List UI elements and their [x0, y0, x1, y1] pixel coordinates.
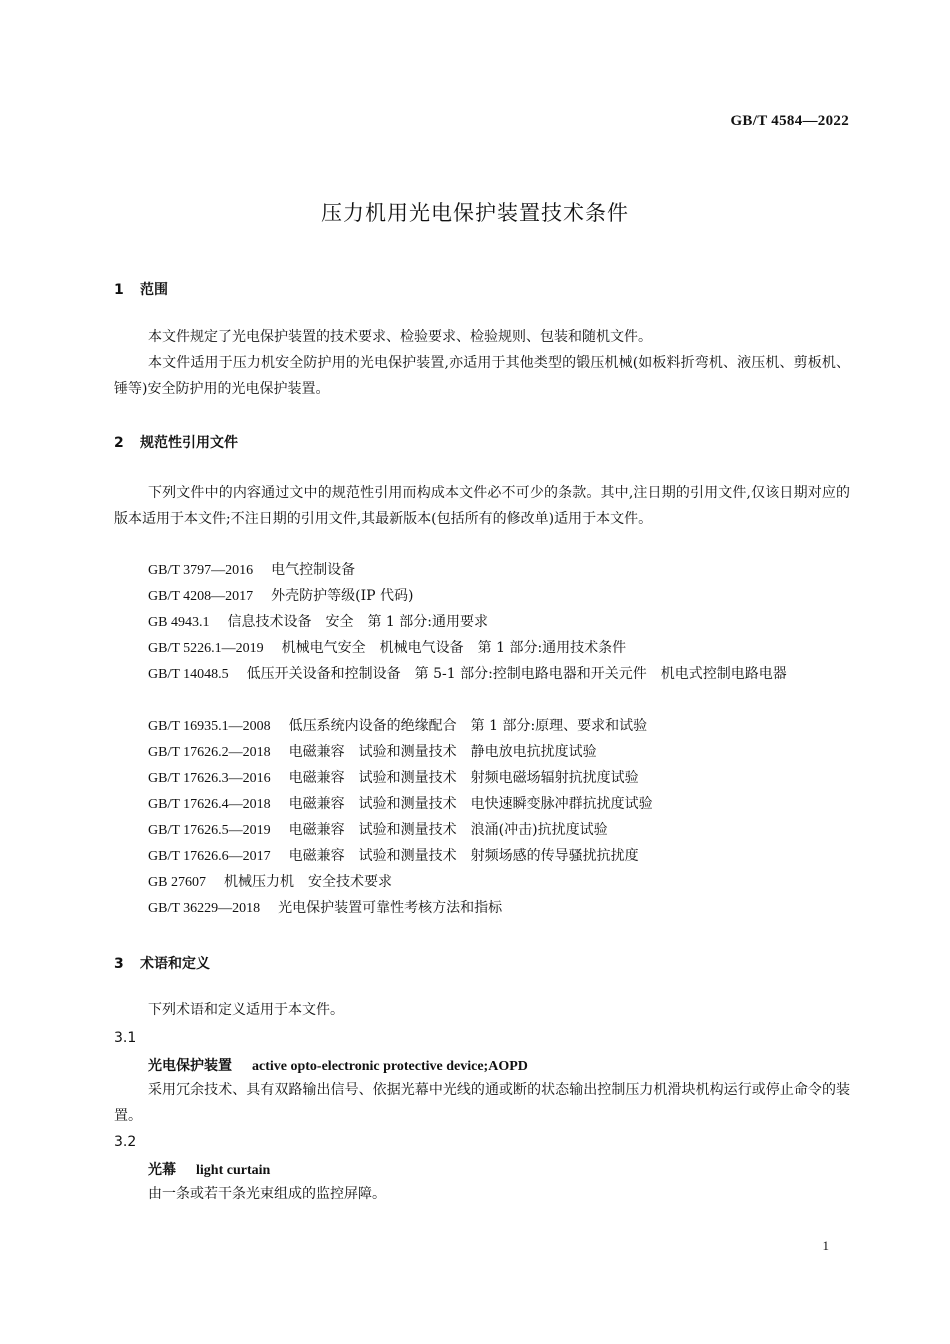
section-3-heading: [114, 953, 210, 973]
reference-item: [148, 895, 502, 922]
section-title: 规范性引用文件: [140, 435, 238, 451]
page-number: 1: [822, 1238, 829, 1253]
term-heading: [148, 1159, 270, 1179]
reference-title: 电磁兼容 试验和测量技术 静电放电抗扰度试验: [288, 744, 597, 760]
section-2-heading: [114, 432, 238, 452]
reference-code: GB/T 17626.6—2017: [148, 849, 271, 864]
reference-code: GB/T 36229—2018: [148, 901, 261, 916]
reference-item: [148, 739, 597, 766]
reference-item: [148, 609, 488, 636]
reference-title: 电气控制设备: [271, 562, 356, 578]
term-english: active opto-electronic protective device;AOPD: [252, 1059, 528, 1074]
reference-title: 电磁兼容 试验和测量技术 射频场感的传导骚扰抗扰度: [288, 848, 639, 864]
reference-title: 低压开关设备和控制设备 第 5-1 部分:控制电路电器和开关元件 机电式控制电路电器: [246, 666, 787, 682]
reference-code: GB 4943.1: [148, 615, 210, 630]
scope-paragraph-1: 本文件规定了光电保护装置的技术要求、检验要求、检验规则、包装和随机文件。: [148, 329, 652, 345]
reference-item: [148, 817, 608, 844]
reference-code: GB/T 17626.5—2019: [148, 823, 271, 838]
reference-code: GB/T 17626.4—2018: [148, 797, 271, 812]
reference-code: GB/T 14048.5: [148, 667, 229, 682]
reference-item: [114, 661, 850, 688]
term-chinese: 光幕: [148, 1162, 176, 1178]
term-definition: 采用冗余技术、具有双路输出信号、依据光幕中光线的通或断的状态输出控制压力机滑块机构运行或停止命令的装置。: [114, 1082, 850, 1124]
term-heading: [148, 1055, 528, 1075]
section-number: 2: [114, 435, 124, 451]
section-1-heading: [114, 279, 168, 299]
clause-number: 3.1: [114, 1030, 137, 1046]
reference-item: [148, 765, 639, 792]
scope-paragraph-2: 本文件适用于压力机安全防护用的光电保护装置,亦适用于其他类型的锻压机械(如板料折弯机、液压机、剪板机、锤等)安全防护用的光电保护装置。: [114, 355, 850, 397]
section-number: 3: [114, 956, 124, 972]
reference-title: 电磁兼容 试验和测量技术 电快速瞬变脉冲群抗扰度试验: [288, 796, 653, 812]
reference-title: 外壳防护等级(IP 代码): [271, 588, 414, 604]
reference-code: GB/T 5226.1—2019: [148, 641, 264, 656]
reference-title: 光电保护装置可靠性考核方法和指标: [278, 900, 503, 916]
reference-item: [148, 557, 355, 584]
reference-item: [148, 869, 392, 896]
reference-title: 机械压力机 安全技术要求: [223, 874, 392, 890]
normative-intro: 下列文件中的内容通过文中的规范性引用而构成本文件必不可少的条款。其中,注日期的引用文件,仅该日期对应的版本适用于本文件;不注日期的引用文件,其最新版本(包括所有的修改单)适用于本文件。: [114, 485, 850, 527]
reference-title: 低压系统内设备的绝缘配合 第 1 部分:原理、要求和试验: [288, 718, 648, 734]
reference-item: [148, 791, 653, 818]
reference-code: GB/T 3797—2016: [148, 563, 254, 578]
term-chinese: 光电保护装置: [148, 1058, 232, 1074]
document-id: GB/T 4584—2022: [730, 113, 849, 129]
reference-title: 电磁兼容 试验和测量技术 浪涌(冲击)抗扰度试验: [288, 822, 608, 838]
reference-title: 机械电气安全 机械电气设备 第 1 部分:通用技术条件: [281, 640, 627, 656]
clause-number: 3.2: [114, 1134, 137, 1150]
reference-code: GB/T 17626.2—2018: [148, 745, 271, 760]
reference-item: [148, 843, 639, 870]
section-title: 术语和定义: [140, 956, 210, 972]
reference-code: GB/T 17626.3—2016: [148, 771, 271, 786]
reference-item: [148, 635, 626, 662]
reference-code: GB/T 4208—2017: [148, 589, 254, 604]
term-definition: 由一条或若干条光束组成的监控屏障。: [148, 1186, 386, 1202]
reference-item: [148, 583, 413, 610]
reference-item: [148, 713, 647, 740]
section-title: 范围: [140, 282, 168, 298]
document-title: 压力机用光电保护装置技术条件: [321, 201, 629, 225]
section-number: 1: [114, 282, 124, 298]
reference-code: GB 27607: [148, 875, 206, 890]
term-english: light curtain: [196, 1163, 271, 1178]
reference-title: 电磁兼容 试验和测量技术 射频电磁场辐射抗扰度试验: [288, 770, 639, 786]
reference-title: 信息技术设备 安全 第 1 部分:通用要求: [227, 614, 488, 630]
reference-code: GB/T 16935.1—2008: [148, 719, 271, 734]
terms-intro: 下列术语和定义适用于本文件。: [148, 1002, 344, 1018]
